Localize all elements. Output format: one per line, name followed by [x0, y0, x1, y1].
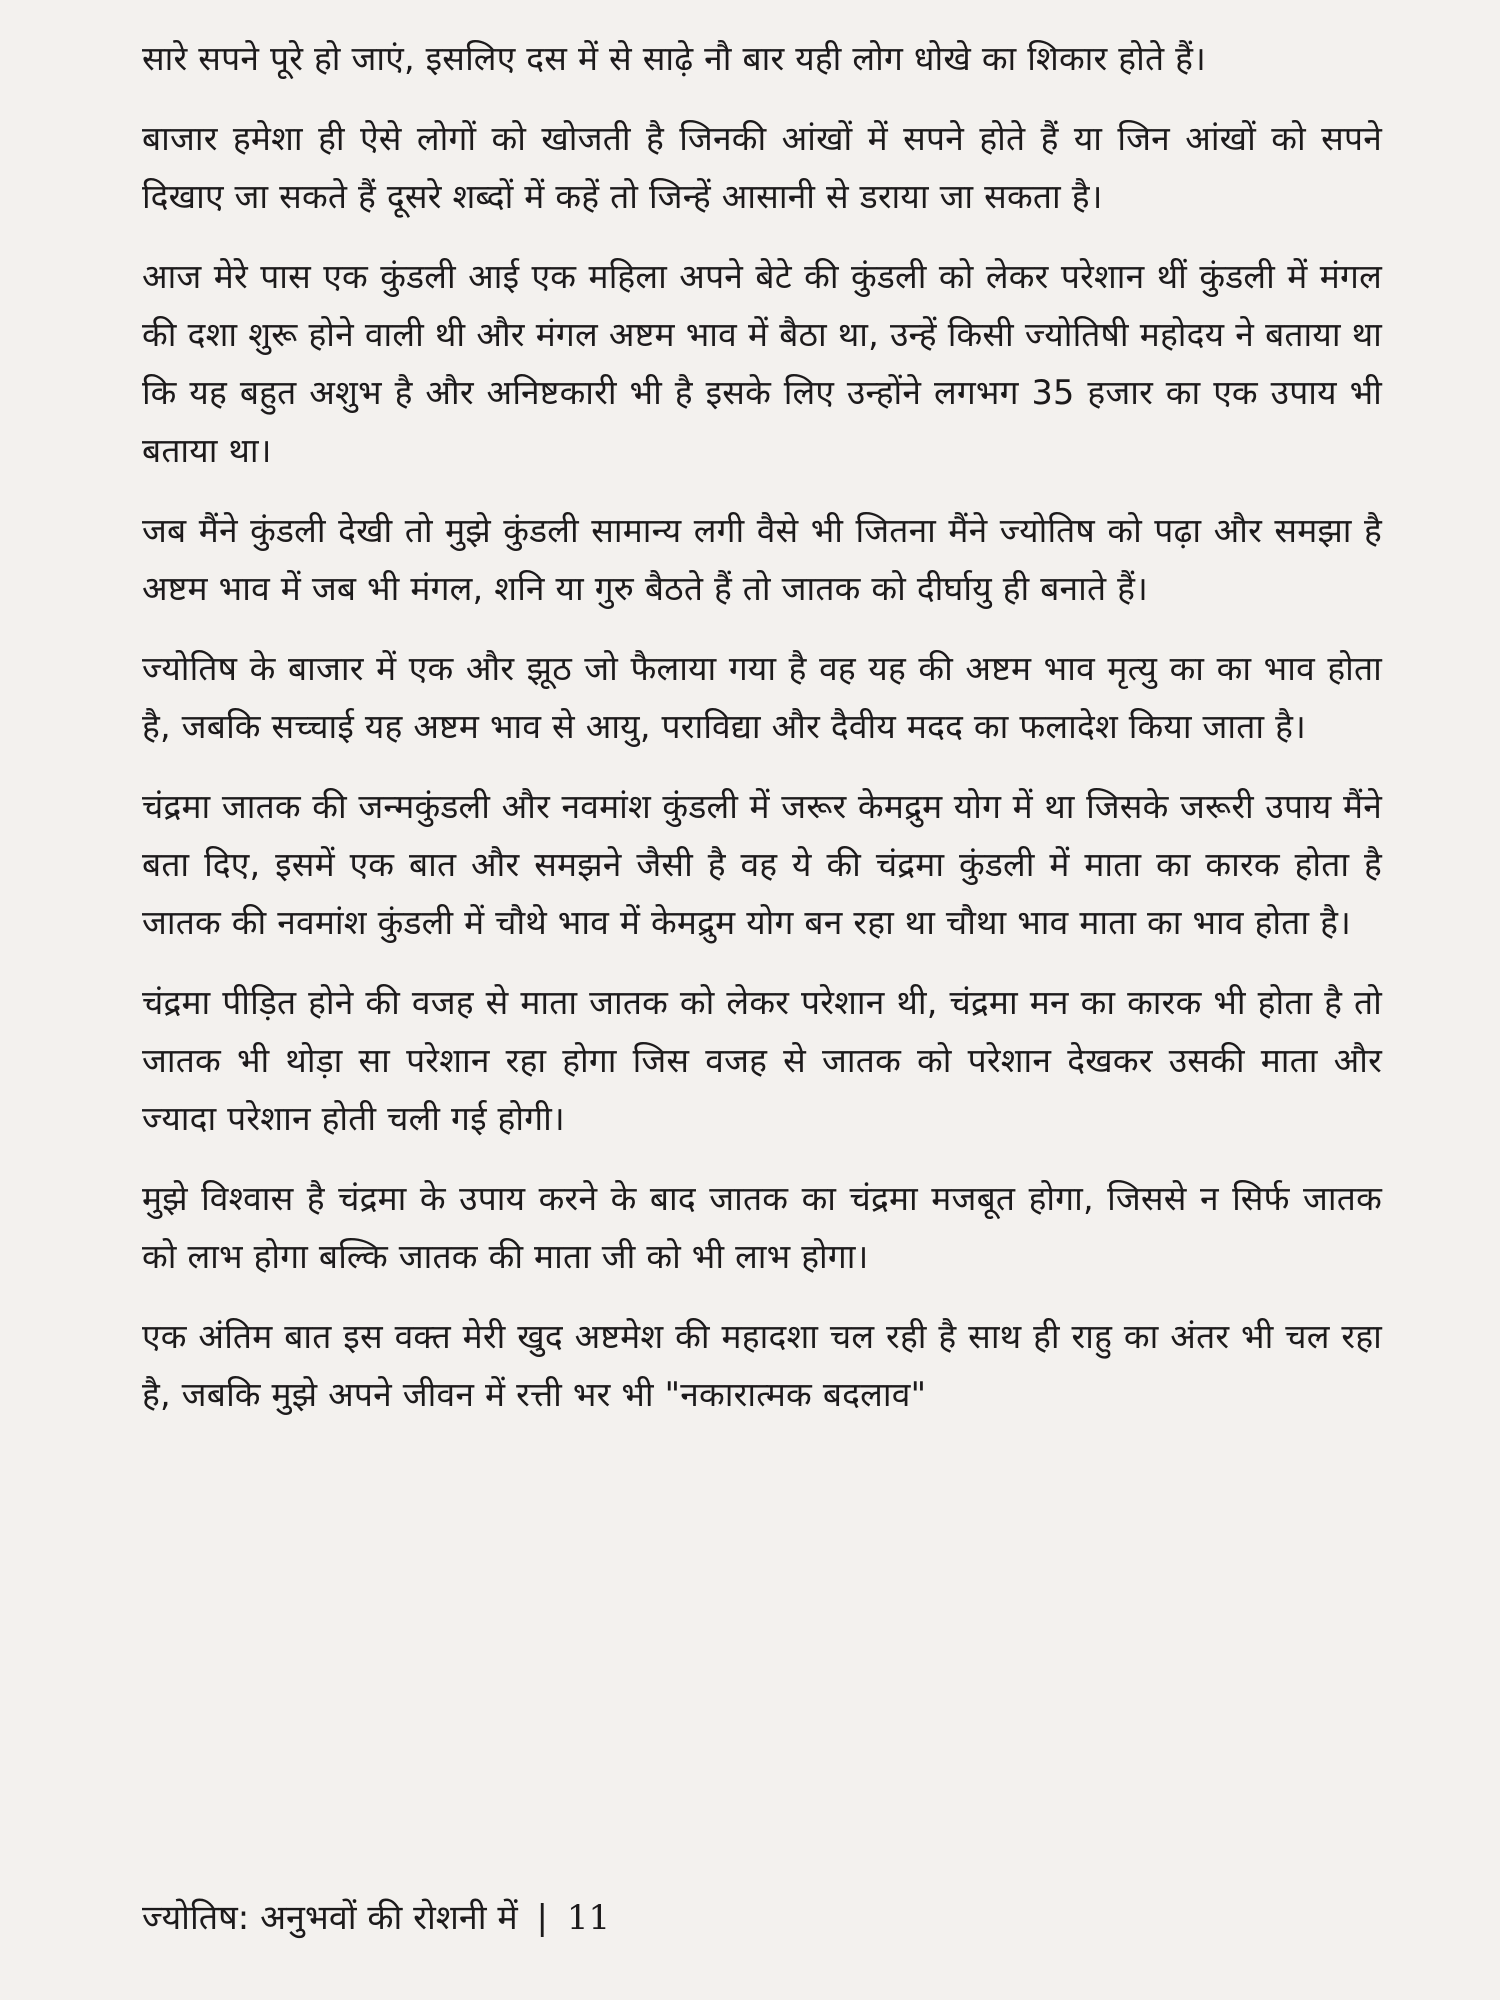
paragraph: एक अंतिम बात इस वक्त मेरी खुद अष्टमेश की महादशा चल रही है साथ ही राहु का अंतर भी चल रहा है, जबकि मुझे अपने जीवन में रत्ती भर भी "नकारात्मक बदलाव": [142, 1317, 1382, 1414]
paragraph: बाजार हमेशा ही ऐसे लोगों को खोजती है जिनकी आंखों में सपने होते हैं या जिन आंखों को सपने दिखाए जा सकते हैं दूसरे शब्दों में कहें तो जिन्हें आसानी से डराया जा सकता है।: [142, 119, 1382, 216]
paragraph: चंद्रमा पीड़ित होने की वजह से माता जातक को लेकर परेशान थी, चंद्रमा मन का कारक भी होता है तो जातक भी थोड़ा सा परेशान रहा होगा जिस वजह से जातक को परेशान देखकर उसकी माता और ज्यादा परेशान होती चली गई होगी।: [142, 983, 1382, 1138]
paragraph: चंद्रमा जातक की जन्मकुंडली और नवमांश कुंडली में जरूर केमद्रुम योग में था जिसके जरूरी उपाय मैंने बता दिए, इसमें एक बात और समझने जैसी है वह ये की चंद्रमा कुंडली में माता का कारक होता है जातक की नवमांश कुंडली में चौथे भाव में केमद्रुम योग बन रहा था चौथा भाव माता का भाव होता है।: [142, 787, 1382, 942]
paragraph: मुझे विश्वास है चंद्रमा के उपाय करने के बाद जातक का चंद्रमा मजबूत होगा, जिससे न सिर्फ जातक को लाभ होगा बल्कि जातक की माता जी को भी लाभ होगा।: [142, 1179, 1382, 1276]
page-footer: [142, 1893, 610, 1943]
paragraph: ज्योतिष के बाजार में एक और झूठ जो फैलाया गया है वह यह की अष्टम भाव मृत्यु का का भाव होता है, जबकि सच्चाई यह अष्टम भाव से आयु, पराविद्या और दैवीय मदद का फलादेश किया जाता है।: [142, 649, 1382, 746]
paragraph: आज मेरे पास एक कुंडली आई एक महिला अपने बेटे की कुंडली को लेकर परेशान थीं कुंडली में मंगल की दशा शुरू होने वाली थी और मंगल अष्टम भाव में बैठा था, उन्हें किसी ज्योतिषी महोदय ने बताया था कि यह बहुत अशुभ है और अनिष्टकारी भी है इसके लिए उन्होंने लगभग 35 हजार का एक उपाय भी बताया था।: [142, 257, 1382, 470]
paragraph: जब मैंने कुंडली देखी तो मुझे कुंडली सामान्य लगी वैसे भी जितना मैंने ज्योतिष को पढ़ा और समझा है अष्टम भाव में जब भी मंगल, शनि या गुरु बैठते हैं तो जातक को दीर्घायु ही बनाते हैं।: [142, 511, 1382, 608]
book-title: ज्योतिष: अनुभवों की रोशनी में: [142, 1898, 518, 1938]
page-number: 11: [566, 1898, 611, 1938]
paragraph: सारे सपने पूरे हो जाएं, इसलिए दस में से साढ़े नौ बार यही लोग धोखे का शिकार होते हैं।: [142, 39, 1206, 78]
footer-separator: |: [536, 1898, 548, 1938]
body-text: [142, 30, 1382, 1446]
